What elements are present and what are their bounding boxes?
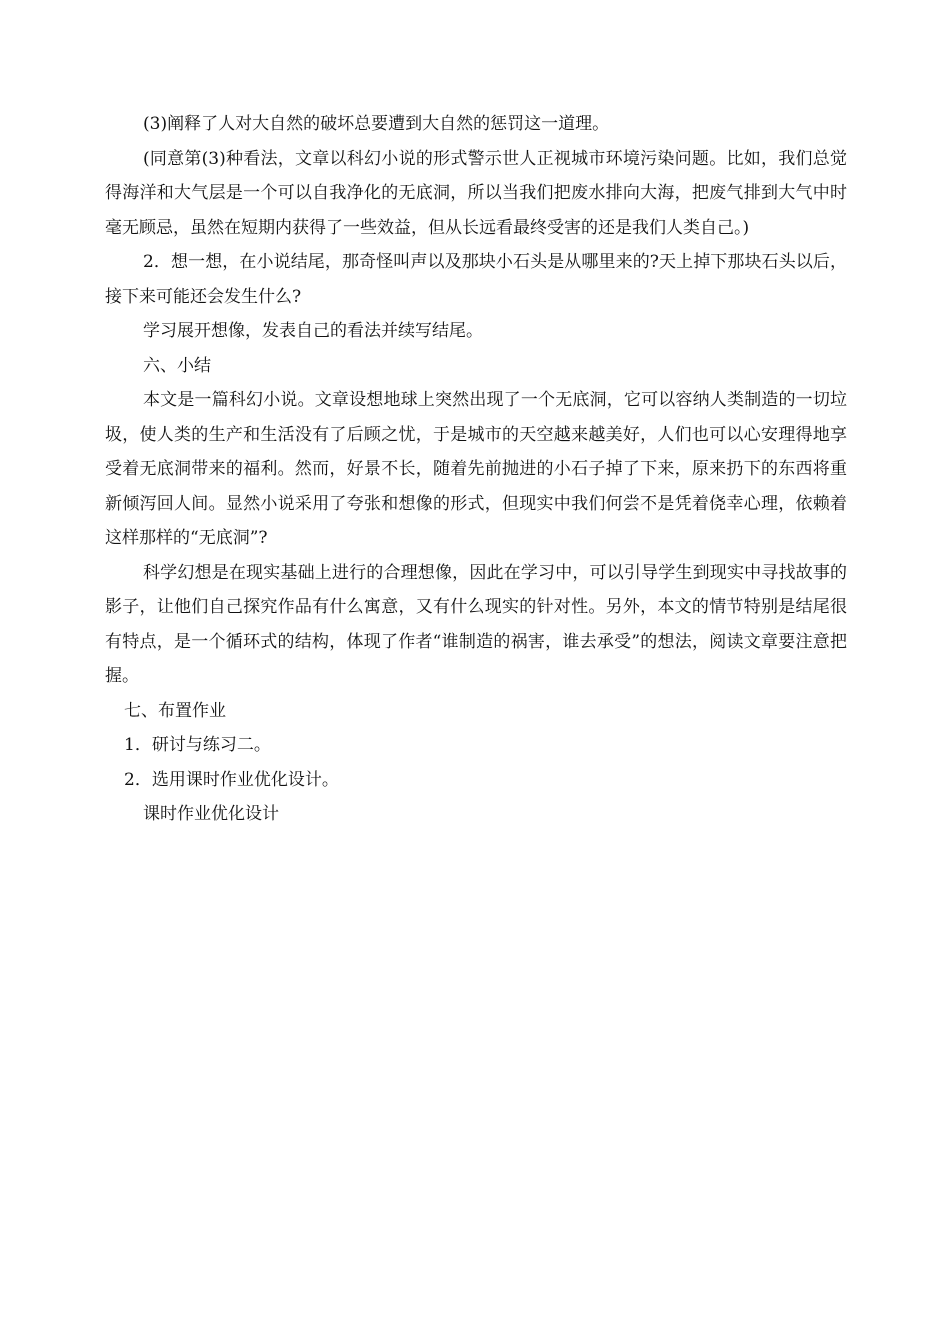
paragraph-agree-point-3: (同意第(3)种看法，文章以科幻小说的形式警示世人正视城市环境污染问题。比如，我们总觉得海洋和大气层是一个可以自我净化的无底洞，所以当我们把废水排向大海，把废气排到大气中时毫无顾忌，虽然在短期内获得了一些效益，但从长远看最终受害的还是我们人类自己。) [105, 148, 847, 238]
heading-homework: 七、布置作业 [124, 700, 226, 721]
heading-summary: 六、小结 [143, 355, 211, 376]
homework-item-1: 1．研讨与练习二。 [124, 735, 271, 755]
paragraph-summary-1: 本文是一篇科幻小说。文章设想地球上突然出现了一个无底洞，它可以容纳人类制造的一切垃圾，使人类的生产和生活没有了后顾之忧，于是城市的天空越来越美好，人们也可以心安理得地享受着无底洞带来的福利。然而，好景不长，随着先前抛进的小石子掉了下来，原来扔下的东西将重新倾泻回人间。显然小说采用了夸张和想像的形式，但现实中我们何尝不是凭着侥幸心理，依赖着这样那样的“无底洞”? [105, 390, 847, 548]
homework-item-2: 2．选用课时作业优化设计。 [124, 769, 339, 790]
paragraph-summary-2: 科学幻想是在现实基础上进行的合理想像，因此在学习中，可以引导学生到现实中寻找故事的影子，让他们自己探究作品有什么寓意，又有什么现实的针对性。另外，本文的情节特别是结尾很有特点，是一个循环式的结构，体现了作者“谁制造的祸害，谁去承受”的想法，阅读文章要注意把握。 [105, 562, 847, 686]
paragraph-point-3: (3)阐释了人对大自然的破坏总要遭到大自然的惩罚这一道理。 [143, 114, 610, 134]
heading-optimized-design: 课时作业优化设计 [143, 804, 279, 824]
paragraph-imagine-ending: 学习展开想像，发表自己的看法并续写结尾。 [143, 321, 483, 341]
paragraph-question-2: 2．想一想，在小说结尾，那奇怪叫声以及那块小石头是从哪里来的?天上掉下那块石头以后，接下来可能还会发生什么? [105, 252, 847, 307]
document-body [105, 107, 847, 832]
